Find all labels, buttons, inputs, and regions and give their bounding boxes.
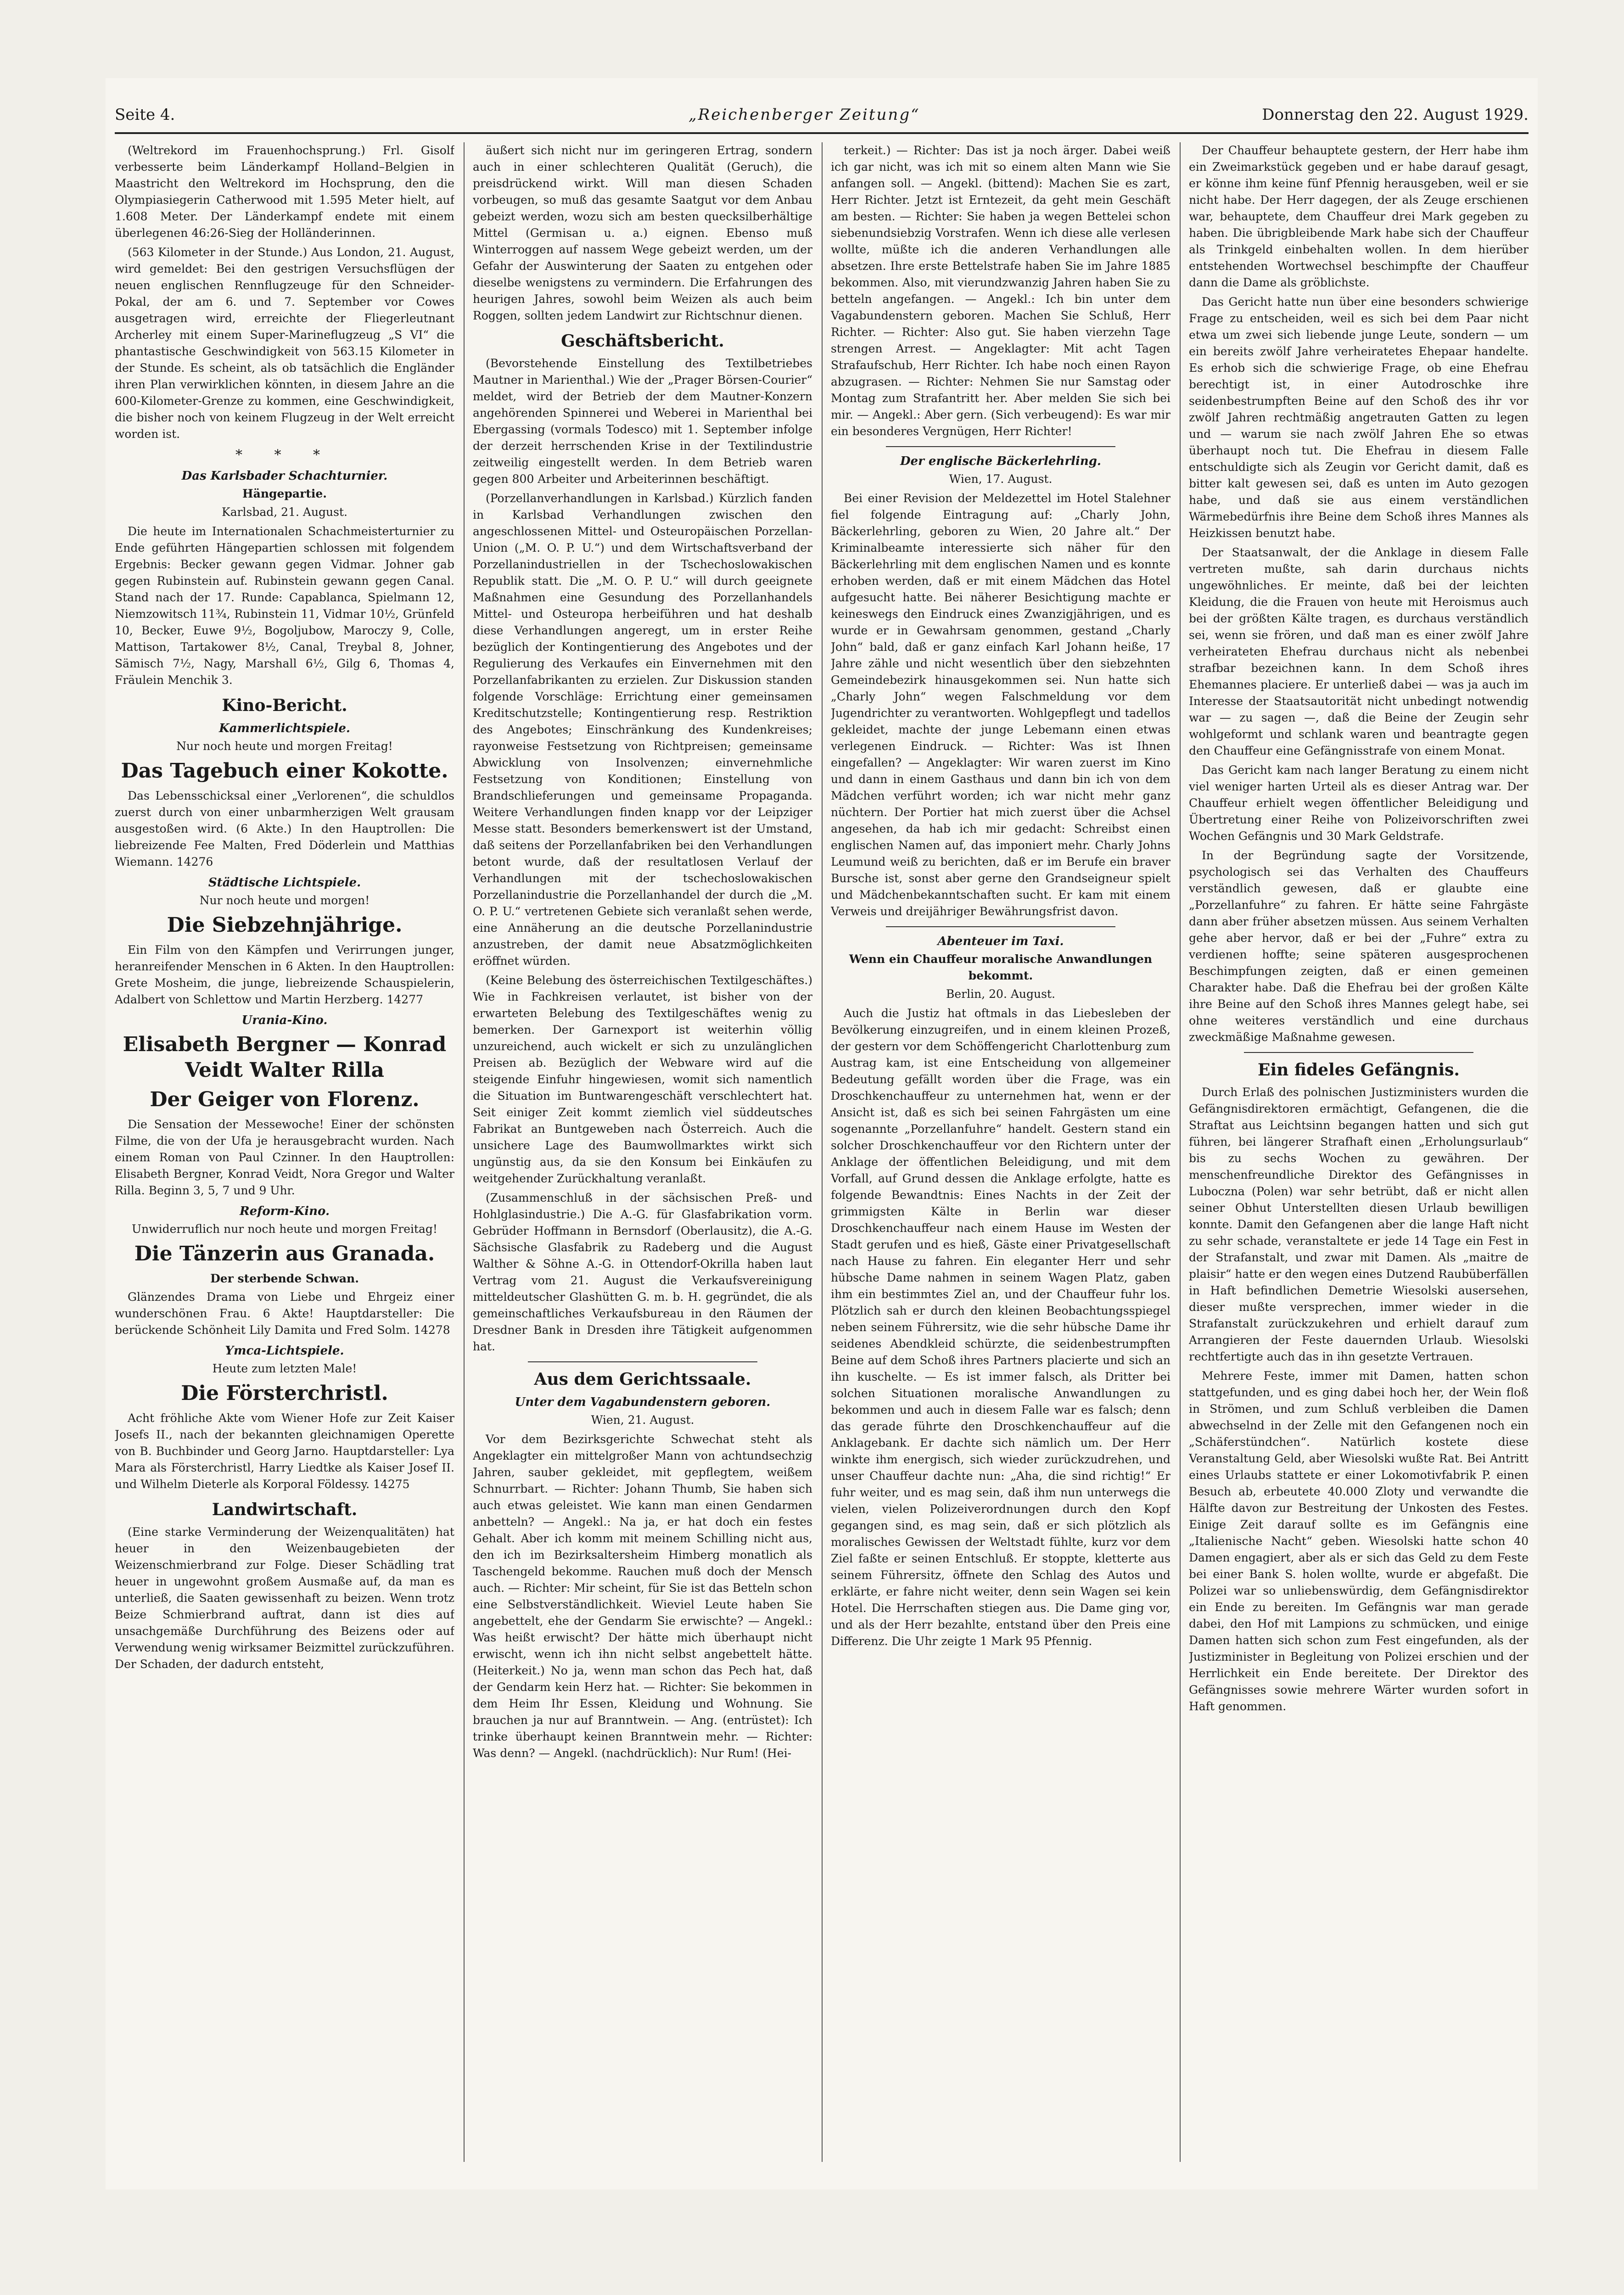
column-3 <box>831 142 1170 2162</box>
dateline: Berlin, 20. August. <box>946 987 1055 1001</box>
subheading-chess: Hängepartie. <box>242 487 327 500</box>
article-porzellan: (Porzellanverhandlungen in Karlsbad.) Kürzlich fanden in Karlsbad Verhandlungen zwischen den angeschlossenen Mittel- und Osteuropäischen Porzellan-Union („M. O. P. U.“) und dem Wirtschaftsverband der Porzellanindustriellen in der Tschechoslowakischen Republik statt. Die „M. O. P. U.“ will durch geeignete Maßnahmen eine Gesundung des Porzellanhandels Mittel- und Osteuropa herbeiführen und hat deshalb diese Verhandlungen angeregt, um in erster Reihe bezüglich der Kontingentierung des Angebotes und der Regulierung des Verkaufes ein Einvernehmen mit den Porzellanfabrikanten zu erzielen. Zur Diskussion standen folgende Vorschläge: Errichtung einer gemeinsamen Kreditschutzstelle; Kontingentierung resp. Restriktion des Angebotes; Einschränkung des Kundenkreises; rayonweise Festsetzung von Richtpreisen; gemeinsame Abwicklung von Insolvenzen; einvernehmliche Festsetzung von Konditionen; Einstellung von Brandschlieferungen und gemeinsame Propaganda. Weitere Verhandlungen finden knapp vor der Leipziger Messe statt. Besonders bemerkenswert ist der Umstand, daß seitens der Porzellanfabriken bei den Verhandlungen betont wurde, daß der resultatlosen Verlauf der Verhandlungen mit der tschechoslowakischen Porzellanindustrie die Porzellanhandel der durch die „M. O. P. U.“ vertretenen Gebiete sich veranlaßt sehen werde, eine Annäherung an die deutsche Porzellanindustrie anzustreben, der damit neue Absatzmöglichkeiten eröffnet würden. <box>473 492 812 968</box>
film-title: Das Tagebuch einer Kokotte. <box>121 759 448 783</box>
heading-vagabund: Unter dem Vagabundenstern geboren. <box>515 1395 771 1409</box>
header-rule <box>115 132 1529 134</box>
screening-note: Nur noch heute und morgen Freitag! <box>176 739 393 753</box>
section-rule <box>1244 1052 1473 1053</box>
section-rule <box>886 926 1115 927</box>
heading-baecker: Der englische Bäckerlehrling. <box>900 454 1101 468</box>
dateline: Karlsbad, 21. August. <box>222 505 347 519</box>
heading-kino: Kino-Bericht. <box>222 696 347 715</box>
film-title: Die Siebzehnjährige. <box>167 913 403 937</box>
dateline: Wien, 21. August. <box>591 1413 694 1427</box>
page-header <box>115 101 1529 133</box>
heading-geschaeft: Geschäftsbericht. <box>561 331 724 351</box>
film-title: Die Tänzerin aus Granada. <box>134 1242 435 1265</box>
article-gefaengnis: Durch Erlaß des polnischen Justizministers wurden die Gefängnisdirektoren ermächtigt, Gefangenen, die die Straftat aus Leichtsinn begangen hatten und sich gut führen, bei längerer Strafhaft einen „Erholungsurlaub“ bis zu sechs Wochen zu gewähren. Der menschenfreundliche Direktor des Gefängnisses in Luboczna (Polen) war sehr betrübt, daß er nicht allen seiner Obhut Unterstellten diesen Urlaub bewilligen konnte. Damit den Gefangenen aber die lange Haft nicht zu sehr schade, veranstaltete er jede 14 Tage ein Fest in der Strafanstalt, und zwar mit Damen. Als „maitre de plaisir“ hatte er den wegen eines Dutzend Raubüberfällen in Haft befindlichen Demetrie Wiesolski ausersehen, dieser mußte versprechen, immer wieder in die Strafanstalt zurückzukehren und erhielt darauf zum Arrangieren der Feste dauernden Urlaub. Wiesolski rechtfertigte auch das in ihn gesetzte Vertrauen. <box>1189 1086 1529 1363</box>
film-description: Glänzendes Drama von Liebe und Ehrgeiz einer wunderschönen Frau. 6 Akte! Hauptdarsteller: Die berückende Schönheit Lily Damita und Fred Solm. 14278 <box>115 1290 454 1337</box>
column-divider <box>1180 142 1181 2162</box>
heading-urania: Urania-Kino. <box>241 1013 328 1027</box>
dateline: Wien, 17. August. <box>949 472 1053 486</box>
article-taxi-cont: Der Staatsanwalt, der die Anklage in diesem Falle vertreten mußte, sah darin durchaus nichts ungewöhnliches. Er meinte, daß bei der leichten Kleidung, die die Frauen von heute mit Heroismus auch bei der größten Kälte tragen, es durchaus verständlich sei, wenn sie frören, und daß man es einer zwölf Jahre verheirateten Ehefrau durchaus nicht als nebenbei strafbar bezeichnen kann. In dem Schoß ihres Ehemannes placiere. Er unterließ dabei — was ja auch im Interesse der Staatsautorität nicht unbedingt notwendig war — zu sagen —, daß die Beine der Zeugin sehr wohlgeformt und schlank waren und beantragte gegen den Chauffeur eine Gefängnisstrafe von einem Monat. <box>1189 546 1529 757</box>
film-description: Acht fröhliche Akte vom Wiener Hofe zur Zeit Kaiser Josefs II., nach der bekannten gleichnamigen Operette von B. Buchbinder und Georg Jarno. Hauptdarsteller: Lya Mara als Försterchristl, Harry Liedtke als Kaiser Josef II. und Wilhelm Dieterle als Korporal Földessy. 14275 <box>115 1411 454 1491</box>
column-divider <box>822 142 823 2162</box>
heading-ymca: Ymca-Lichtspiele. <box>225 1344 344 1358</box>
page-number: Seite 4. <box>115 106 175 124</box>
article-speed-record: (563 Kilometer in der Stunde.) Aus London, 21. August, wird gemeldet: Bei den gestrigen Versuchsflügen der neuen englischen Rennflugzeuge für den Schneider-Pokal, der am 6. und 7. September vor Cowes ausgetragen wird, erreichte der Fliegerleutnant Archerley mit einem Super-Marineflugzeug „S VI“ die phantastische Geschwindigkeit von 563.15 Kilometer in der Stunde. Es scheint, als ob tatsächlich die Engländer ihren Plan verwirklichen könnten, in diesem Jahre an die 600-Kilometer-Grenze zu kommen, eine Geschwindigkeit, die bisher noch von keinem Flugzeug in der Welt erreicht worden ist. <box>115 246 454 441</box>
heading-kammer: Kammerlichtspiele. <box>219 722 350 735</box>
film-title: Die Försterchristl. <box>181 1382 388 1405</box>
heading-chess: Das Karlsbader Schachturnier. <box>181 469 388 483</box>
article-weizen: (Eine starke Verminderung der Weizenqualitäten) hat heuer in den Weizenbaugebieten der Weizenschmierbrand zur Folge. Dieser Schädling trat heuer in ungewohnt großem Ausmaße auf, da man es unterließ, die Saaten gewissenhaft zu beizen. Wenn trotz Beize Schmierbrand auftrat, dann ist dies auf unsachgemäße Durchführung des Beizens oder auf Verwendung wenig wirksamer Beizmittel zurückzuführen. Der Schaden, der dadurch entsteht, <box>115 1525 454 1671</box>
newspaper-title: „Reichenberger Zeitung“ <box>689 106 920 124</box>
heading-staedt: Städtische Lichtspiele. <box>208 876 361 890</box>
cast-title: Elisabeth Bergner — Konrad Veidt Walter Rilla <box>123 1033 447 1082</box>
article-high-jump: (Weltrekord im Frauenhochsprung.) Frl. Gisolf verbesserte beim Länderkampf Holland–Belgien in Maastricht den Weltrekord im Hochsprung, den die Olympiasiegerin Catherwood mit 1.595 Meter hielt, auf 1.608 Meter. Der Länderkampf endete mit einem überlegenen 46:26-Sieg der Holländerinnen. <box>115 144 454 240</box>
column-2 <box>473 142 812 2162</box>
section-separator: * * * <box>235 447 334 463</box>
article-gefaengnis: Mehrere Feste, immer mit Damen, hatten schon stattgefunden, und es ging dabei hoch her, der Wein floß in Strömen, und zum Schluß verbleiben die Damen abwechselnd in der Zelle mit den Gefangenen noch ein „Schäferstündchen“. Natürlich kostete diese Veranstaltung Geld, aber Wiesolski wußte Rat. Bei Antritt eines Urlaubs stattete er einer Lokomotivfabrik P. einen Besuch ab, erbeutete 40.000 Zloty und verwandte die Hälfte davon zur Bestreitung der Unkosten des Festes. Einige Zeit darauf sollte es im Gefängnis eine „Italienische Nacht“ geben. Wiesolski hatte schon 40 Damen engagiert, aber als er sich das Geld zu dem Feste bei einer Bank S. holen wollte, wurde er abgefaßt. Die Polizei war so unliebenswürdig, dem Gefängnisdirektor ein Ende zu bereiten. Im Gefängnis war man gerade dabei, den Hof mit Lampions zu schmücken, und einige Damen hatten sich schon zum Fest eingefunden, als der Justizminister in Begleitung von Polizei erschien und der Herrlichkeit ein Ende bereitete. Der Direktor des Gefängnisses sowie mehrere Wärter wurden sofort in Haft genommen. <box>1189 1369 1529 1713</box>
film-description: Ein Film von den Kämpfen und Verirrungen junger, heranreifender Menschen in 6 Akten. In den Hauptrollen: Grete Mosheim, die junge, liebreizende Schauspielerin, Adalbert von Schlettow und Martin Herzberg. 14277 <box>115 943 454 1006</box>
article-baecker: Bei einer Revision der Meldezettel im Hotel Stalehner fiel folgende Eintragung auf: „Charly John, Bäckerlehrling, geboren zu Wien, 20 Jahre alt.“ Der Kriminalbeamte interessierte sich näher für den Bäckerlehrling mit dem englischen Namen und es konnte erhoben werden, daß er mit einem Mädchen das Hotel aufgesucht hatte. Bei näherer Besichtigung machte er keineswegs den Eindruck eines Zwanzigjährigen, und es wurde er in Gewahrsam genommen, gestand „Charly John“ bald, daß er ganz einfach Karl Johann heiße, 17 Jahre zähle und nicht wesentlich über den siebzehnten Gemeindebezirk hinausgekommen sei. Nun hatte sich „Charly John“ wegen Falschmeldung vor dem Jugendrichter zu verantworten. Wohlgepflegt und tadellos gekleidet, machte der junge Lebemann einen etwas verlegenen Eindruck. — Richter: Was ist Ihnen eingefallen? — Angeklagter: Wir waren zuerst im Kino und dann in einem Gasthaus und dann bin ich von dem Mädchen verführt worden; ich war nicht mehr ganz nüchtern. Der Portier hat mich zuerst über die Achsel angesehen, da hab ich mir gedacht: Schreibst einen englischen Namen auf, das imponiert mehr. Charly Johns Leumund weiß zu berichten, daß er im Berufe ein braver Bursche ist, sonst aber gerne den Grandseigneur spielt und Mädchenbekanntschaften sucht. Er kam mit einem Verweis und dreijähriger Bewährungsfrist davon. <box>831 492 1170 918</box>
article-taxi: Auch die Justiz hat oftmals in das Liebesleben der Bevölkerung einzugreifen, und in einem kleinen Prozeß, der gestern vor dem Schöffengericht Charlottenburg zum Austrag kam, ist eine Entscheidung von allgemeiner Bedeutung gefällt worden über die Frage, was ein Droschkenchauffeur zu unternehmen hat, wenn er der Ansicht ist, daß es sich bei seinen Fahrgästen um eine sogenannte „Porzellanfuhre“ handelt. Gestern stand ein solcher Droschkenchauffeur vor den Richtern unter der Anklage der öffentlichen Beleidigung, und mit dem Vorfall, auf Grund dessen die Anklage erfolgte, hatte es folgende Bewandtnis: Eines Nachts in der Zeit der grimmigsten Kälte in Berlin war dieser Droschkenchauffeur nach einem Hause im Westen der Stadt gerufen und es hieß, Gäste einer Privatgesellschaft nach Hause zu fahren. Ein eleganter Herr und sehr hübsche Dame nahmen in seinem Wagen Platz, gaben ihm ein bestimmtes Ziel an, und der Chauffeur fuhr los. Plötzlich sah er durch den kleinen Beobachtungsspiegel neben seinem Führersitz, wie die sehr hübsche Dame ihr seidenes Abendkleid schürzte, die seidenbestrumpften Beine auf dem Schoß ihres Partners placierte und sich an ihn kuschelte. — Es ist immer falsch, als Dritter bei solchen Situationen moralische Anwandlungen zu bekommen und auch in diesem Falle war es falsch; denn das gerade führte den Droschkenchauffeur auf die Anklagebank. Er dachte sich nämlich um. Der Herr winkte ihm energisch, sich wieder zurückzudrehen, und unser Chauffeur dachte nun: „Aha, die sind richtig!“ Er fuhr weiter, und es mag sein, daß ihm nun unterwegs die vielen, vielen Polizeiverordnungen durch den Kopf gegangen sind, es mag sein, daß er sich plötzlich als moralisches Gewissen der Weltstadt fühlte, kurz vor dem Ziel faßte er seinen Entschluß. Er stoppte, kletterte aus seinem Führersitz, öffnete den Schlag des Autos und erklärte, er fahre nicht weiter, denn sein Wagen sei kein Hotel. Die Herrschaften stiegen aus. Die Dame ging vor, und als der Herr bezahlte, entstand über den Preis eine Differenz. Die Uhr zeigte 1 Mark 95 Pfennig. <box>831 1007 1170 1648</box>
column-divider <box>464 142 465 2162</box>
article-vagabund: Vor dem Bezirksgerichte Schwechat steht als Angeklagter ein mittelgroßer Mann von achtundsechzig Jahren, sauber gekleidet, mit gepflegtem, weißem Schnurrbart. — Richter: Johann Thumb, Sie haben sich auch etwas geleistet. Wie kann man einen Gendarmen anbetteln? — Angekl.: Na ja, er hat doch ein festes Gehalt. Aber ich komm mit meinem Schilling nicht aus, den ich im Bezirksaltersheim Himberg monatlich als Taschengeld bekomme. Rauchen muß doch der Mensch auch. — Richter: Mir scheint, für Sie ist das Betteln schon eine Selbstverständlichkeit. Wieviel Leute haben Sie angebettelt, ehe der Gendarm Sie erwischte? — Angekl.: Was heißt erwischt? Der hätte mich überhaupt nicht erwischt, wenn ich ihn nicht selbst angebettelt hätte. (Heiterkeit.) No ja, wenn man schon das Pech hat, daß der Gendarm kein Herz hat. — Richter: Sie bekommen in dem Heim Ihr Essen, Kleidung und Wohnung. Sie brauchen ja nur auf Branntwein. — Ang. (entrüstet): Ich trinke überhaupt keinen Branntwein mehr. — Richter: Was denn? — Angekl. (nachdrücklich): Nur Rum! (Hei- <box>473 1433 812 1760</box>
article-taxi-cont: Das Gericht kam nach langer Beratung zu einem nicht viel weniger harten Urteil als es dieser Antrag war. Der Chauffeur erhielt wegen öffentlicher Beleidigung und Übertretung einer Reihe von Polizeivorschriften zwei Wochen Gefängnis und 30 Mark Geldstrafe. <box>1189 763 1529 843</box>
heading-taxi: Abenteuer im Taxi. <box>937 935 1064 948</box>
article-vagabund-cont: terkeit.) — Richter: Das ist ja noch ärger. Dabei weiß ich gar nicht, was ich mit so einem alten Mann wie Sie anfangen soll. — Angekl. (bittend): Machen Sie es zart, Herr Richter. Jetzt ist Erntezeit, da geht mein Geschäft am besten. — Richter: Sie haben ja wegen Bettelei schon siebenundsiebzig Vorstrafen. Wenn ich diese alle verlesen wollte, müßte ich die anderen Verhandlungen alle absetzen. Ihre erste Bettelstrafe haben Sie im Jahre 1885 bekommen. Also, mit vierundzwanzig Jahren haben Sie zu betteln angefangen. — Angekl.: Ich bin unter dem Vagabundenstern geboren. Machen Sie Schluß, Herr Richter. — Richter: Also gut. Sie haben vierzehn Tage strengen Arrest. — Angeklagter: Mit acht Tagen Strafaufschub, Herr Richter. Ich habe noch einen Rayon abzugrasen. — Richter: Nehmen Sie nur Samstag oder Montag zum Strafantritt her. Aber melden Sie sich bei mir. — Angekl.: Aber gern. (Sich verbeugend): Es war mir ein besonderes Vergnügen, Herr Richter! <box>831 144 1170 438</box>
section-rule <box>886 446 1115 447</box>
heading-gericht: Aus dem Gerichtssaale. <box>534 1370 751 1389</box>
film-subtitle: Der sterbende Schwan. <box>210 1272 359 1285</box>
screening-note: Nur noch heute und morgen! <box>199 894 370 907</box>
film-title: Der Geiger von Florenz. <box>150 1088 420 1111</box>
screening-note: Heute zum letzten Male! <box>212 1362 357 1375</box>
film-description: Die Sensation der Messewoche! Einer der schönsten Filme, die von der Ufa je herausgebracht wurden. Nach einem Roman von Paul Czinner. In den Hauptrollen: Elisabeth Bergner, Konrad Veidt, Nora Gregor und Walter Rilla. Beginn 3, 5, 7 und 9 Uhr. <box>115 1118 454 1197</box>
subheading-taxi: Wenn ein Chauffeur moralische Anwandlungen bekommt. <box>849 952 1153 982</box>
article-chess: Die heute im Internationalen Schachmeisterturnier zu Ende geführten Hängepartien schlossen mit folgendem Ergebnis: Becker gewann gegen Vidmar. Johner gab gegen Rubinstein auf. Rubinstein gewann gegen Canal. Stand nach der 17. Runde: Capablanca, Spielmann 12, Niemzowitsch 11¾, Rubinstein 11, Vidmar 10½, Grünfeld 10, Becker, Euwe 9½, Bogoljubow, Maroczy 9, Colle, Mattison, Tartakower 8½, Canal, Treybal 8, Johner, Sämisch 7½, Nagy, Marshall 6½, Gilg 6, Thomas 4, Fräulein Menchik 3. <box>115 525 454 687</box>
article-textil: (Bevorstehende Einstellung des Textilbetriebes Mautner in Marienthal.) Wie der „Prager Börsen-Courier“ meldet, wird der Betrieb der dem Mautner-Konzern angehörenden Spinnerei und Weberei in Marienthal bei Ebergassing (vormals Todesco) mit 1. September infolge der derzeit herrschenden Krise in der Textilindustrie zeitweilig eingestellt werden. In dem Betrieb waren gegen 800 Arbeiter und Arbeiterinnen beschäftigt. <box>473 357 812 486</box>
heading-landwirtschaft: Landwirtschaft. <box>212 1500 358 1519</box>
article-taxi-cont: Der Chauffeur behauptete gestern, der Herr habe ihm ein Zweimarkstück gegeben und er habe darauf gesagt, er könne ihm keine fünf Pfennig herausgeben, weil er sie nicht habe. Der Herr dagegen, der als Zeuge erschienen war, behauptete, dem Chauffeur drei Mark gegeben zu haben. Die übrigbleibende Mark habe sich der Chauffeur als Trinkgeld einbehalten wollen. In dem hierüber entstehenden Wortwechsel beschimpfte der Chauffeur dann die Dame als gröblichste. <box>1189 144 1529 289</box>
article-taxi-cont: In der Begründung sagte der Vorsitzende, psychologisch sei das Verhalten des Chauffeurs verständlich gewesen, daß er glaubte eine „Porzellanfuhre“ zu fahren. Er hätte seine Fahrgäste dann aber früher absetzen müssen. Aus seinem Verhalten gehe aber hervor, daß er bei der „Fuhre“ extra zu verdienen hoffte; seine späteren ausgesprochenen Beschimpfungen zeigten, daß er einen gemeinen Charakter habe. Daß die Ehefrau bei der großen Kälte ihre Beine auf den Schoß ihres Mannes gelegt habe, sei ohne weiteres verständlich und eine durchaus zweckmäßige Maßnahme gewesen. <box>1189 849 1529 1044</box>
film-description: Das Lebensschicksal einer „Verlorenen“, die schuldlos zuerst durch von einer unbarmherzigen Welt grausam ausgestoßen wird. (6 Akte.) In den Hauptrollen: Die liebreizende Fee Malten, Fred Döderlein und Matthias Wiemann. 14276 <box>115 789 454 868</box>
issue-date: Donnerstag den 22. August 1929. <box>1262 106 1529 124</box>
heading-gefaengnis: Ein fideles Gefängnis. <box>1258 1060 1460 1080</box>
article-weizen-cont: äußert sich nicht nur im geringeren Ertrag, sondern auch in einer schlechteren Qualität (Geruch), die preisdrückend wirkt. Will man diesen Schaden vorbeugen, so muß das gesamte Saatgut vor dem Anbau gebeizt werden, wozu sich am besten quecksilberhältige Mittel (Germisan u. a.) eignen. Ebenso muß Winterroggen auf nassem Wege gebeizt werden, um der Gefahr der Auswinterung der Saaten zu entgehen oder dieselbe wenigstens zu vermindern. Die Erfahrungen des heurigen Jahres, sowohl beim Weizen als auch beim Roggen, sollten jedem Landwirt zur Richtschnur dienen. <box>473 144 812 322</box>
column-1 <box>115 142 454 2162</box>
article-textilgeschaeft: (Keine Belebung des österreichischen Textilgeschäftes.) Wie in Fachkreisen verlautet, ist bisher von der erwarteten Belebung des Textilgeschäftes wenig zu bemerken. Der Garnexport ist weiterhin völlig unzureichend, auch wickelt er sich zu unzulänglichen Preisen ab. Bezüglich der Webware wird auf die steigende Einfuhr hingewiesen, womit sich namentlich die Situation im Buntwarengeschäft verschlechtert hat. Seit einiger Zeit kommt ziemlich viel süddeutsches Fabrikat an Buntgeweben nach Österreich. Auch die unsichere Lage des Baumwollmarktes wirkt sich ungünstig aus, da sie den Konsum bei Einkäufen zu weitgehender Zurückhaltung veranlaßt. <box>473 974 812 1185</box>
section-rule <box>528 1361 757 1362</box>
heading-reform: Reform-Kino. <box>240 1204 330 1218</box>
article-glasindustrie: (Zusammenschluß in der sächsischen Preß- und Hohlglasindustrie.) Die A.-G. für Glasfabrikation vorm. Gebrüder Hoffmann in Bernsdorf (Oberlausitz), die A.-G. Sächsische Glasfabrik zu Radeberg und die August Walther & Söhne A.-G. in Ottendorf-Okrilla haben laut Vertrag vom 21. August die Verkaufsvereinigung mitteldeutscher Glashütten G. m. b. H. gegründet, die als gemeinschaftliches Verkaufsbureau in den Räumen der Dresdner Bank in Dresden ihre Tätigkeit aufgenommen hat. <box>473 1191 812 1353</box>
newspaper-page <box>106 78 1538 2189</box>
screening-note: Unwiderruflich nur noch heute und morgen Freitag! <box>132 1222 437 1236</box>
column-4 <box>1189 142 1529 2162</box>
article-taxi-cont: Das Gericht hatte nun über eine besonders schwierige Frage zu entscheiden, weil es sich bei dem Paar nicht etwa um zwei sich liebende junge Leute, sondern — um ein bereits zwölf Jahre verheiratetes Ehepaar handelte. Es erhob sich die schwierige Frage, ob eine Ehefrau berechtigt ist, in einer Autodroschke ihre seidenbestrumpften Beine auf den Schoß des ihr vor zwölf Jahren rechtmäßig angetrauten Gatten zu legen und — warum sie nach zwölf Jahren Ehe so etwas überhaupt noch tut. Die Ehefrau in diesem Falle entschuldigte sich als Zeugin vor Gericht damit, daß es bitter kalt gewesen sei, daß es unten im Auto gezogen habe, und daß sie aus einem verständlichen Wärmebedürfnis ihre Beine dem Schoß ihres Mannes als Heizkissen benutzt habe. <box>1189 295 1529 540</box>
